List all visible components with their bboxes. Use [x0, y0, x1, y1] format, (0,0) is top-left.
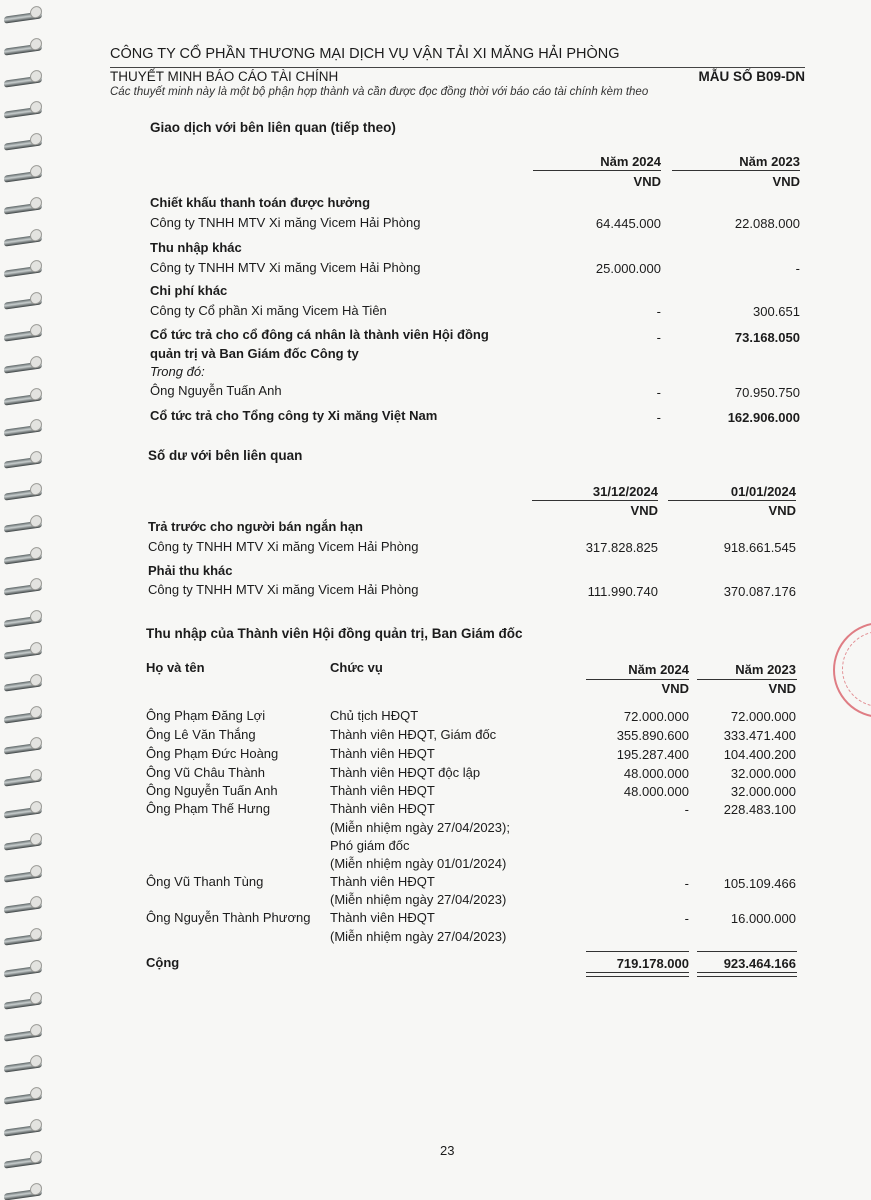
income-row-role: Chủ tịch HĐQT [330, 708, 419, 723]
transactions-row-label: Cổ tức trả cho cổ đông cá nhân là thành viên Hội đồng [150, 327, 489, 342]
income-total-rule-2 [697, 951, 797, 952]
income-row-name: Ông Lê Văn Thắng [146, 727, 256, 742]
income-row-value: 333.471.400 [723, 728, 796, 743]
income-total-double-rule-2 [697, 972, 797, 977]
income-col1-rule [586, 679, 689, 680]
transactions-row-value: - [656, 385, 661, 400]
transactions-row-label: Công ty Cổ phần Xi măng Vicem Hà Tiên [150, 303, 387, 318]
balances-col1-rule [532, 500, 658, 501]
income-row-value: 355.890.600 [616, 728, 689, 743]
page-number: 23 [440, 1143, 455, 1158]
income-row-value: 104.400.200 [723, 747, 796, 762]
income-row-name: Ông Nguyễn Thành Phương [146, 910, 311, 925]
balances-col1-unit: VND [630, 503, 658, 518]
income-row-role: Thành viên HĐQT độc lập [330, 765, 481, 780]
balances-row-label: Công ty TNHH MTV Xi măng Vicem Hải Phòng [148, 539, 419, 554]
income-row-value: 32.000.000 [730, 766, 796, 781]
balances-row-value: 111.990.740 [587, 584, 658, 599]
income-col2-unit: VND [768, 681, 796, 696]
document-title: THUYẾT MINH BÁO CÁO TÀI CHÍNH [110, 69, 339, 84]
income-row-role: (Miễn nhiệm ngày 01/01/2024) [330, 856, 507, 871]
balances-col2-unit: VND [768, 503, 796, 518]
transactions-col1-rule [533, 170, 661, 171]
income-row-role: Phó giám đốc [330, 838, 410, 853]
income-row-name: Ông Phạm Đức Hoàng [146, 746, 279, 761]
red-seal-stamp [833, 622, 871, 718]
income-row-name: Ông Phạm Đăng Lợi [146, 708, 266, 723]
transactions-row-value: 73.168.050 [734, 330, 800, 345]
income-row-value: - [684, 911, 689, 926]
transactions-row-value: 25.000.000 [595, 261, 661, 276]
transactions-row-label: Cổ tức trả cho Tổng công ty Xi măng Việt Nam [150, 408, 438, 423]
income-row-role: (Miễn nhiệm ngày 27/04/2023) [330, 929, 507, 944]
income-row-role: Thành viên HĐQT [330, 874, 435, 889]
balances-row-value: 370.087.176 [723, 584, 796, 599]
transactions-row-label: Công ty TNHH MTV Xi măng Vicem Hải Phòng [150, 215, 421, 230]
balances-title: Số dư với bên liên quan [148, 448, 303, 463]
transactions-row-label: Chi phí khác [150, 283, 228, 298]
income-row-value: 72.000.000 [730, 709, 796, 724]
transactions-row-label: quản trị và Ban Giám đốc Công ty [150, 346, 359, 361]
income-total-rule-1 [586, 951, 689, 952]
income-col1-unit: VND [661, 681, 689, 696]
income-row-role: Thành viên HĐQT [330, 801, 435, 816]
balances-row-value: 317.828.825 [585, 540, 658, 555]
transactions-row-value: 300.651 [753, 304, 800, 319]
income-title: Thu nhập của Thành viên Hội đồng quản trị, Ban Giám đốc [146, 626, 523, 641]
transactions-row-value: - [656, 330, 661, 345]
income-row-value: 32.000.000 [730, 784, 796, 799]
income-total-double-rule-1 [586, 972, 689, 977]
transactions-row-value: 64.445.000 [595, 216, 661, 231]
transactions-row-value: - [656, 410, 661, 425]
income-row-value: 105.109.466 [723, 876, 796, 891]
balances-col2-header: 01/01/2024 [730, 484, 796, 499]
transactions-row-label: Chiết khấu thanh toán được hưởng [150, 195, 371, 210]
income-row-value: 72.000.000 [623, 709, 689, 724]
header-rule [110, 67, 805, 68]
income-row-value: 228.483.100 [723, 802, 796, 817]
income-total-value: 923.464.166 [723, 956, 796, 971]
company-name: CÔNG TY CỔ PHẦN THƯƠNG MẠI DỊCH VỤ VẬN TẢI XI MĂNG HẢI PHÒNG [110, 46, 620, 62]
transactions-row-value: 162.906.000 [727, 410, 800, 425]
balances-row-label: Phải thu khác [148, 563, 233, 578]
income-row-role: Thành viên HĐQT [330, 910, 435, 925]
income-row-role: Thành viên HĐQT [330, 746, 435, 761]
transactions-row-value: - [656, 304, 661, 319]
income-row-value: 16.000.000 [730, 911, 796, 926]
income-col1-header: Năm 2024 [628, 662, 689, 677]
income-col2-rule [697, 679, 797, 680]
income-col2-header: Năm 2023 [735, 662, 796, 677]
income-row-role: (Miễn nhiệm ngày 27/04/2023) [330, 892, 507, 907]
income-row-name: Ông Phạm Thế Hưng [146, 801, 271, 816]
income-total-value: 719.178.000 [616, 956, 689, 971]
balances-row-label: Trả trước cho người bán ngắn hạn [148, 519, 363, 534]
balances-col2-rule [668, 500, 796, 501]
income-row-name: Ông Vũ Châu Thành [146, 765, 266, 780]
transactions-row-value: - [795, 261, 800, 276]
transactions-col2-rule [672, 170, 800, 171]
income-row-value: 48.000.000 [623, 766, 689, 781]
transactions-col1-header: Năm 2024 [600, 154, 661, 169]
transactions-row-value: 70.950.750 [734, 385, 800, 400]
income-row-value: - [684, 876, 689, 891]
transactions-row-label: Ông Nguyễn Tuấn Anh [150, 383, 282, 398]
income-row-value: 195.287.400 [616, 747, 689, 762]
balances-row-value: 918.661.545 [723, 540, 796, 555]
transactions-title: Giao dịch với bên liên quan (tiếp theo) [150, 120, 396, 135]
income-row-role: Thành viên HĐQT, Giám đốc [330, 727, 497, 742]
income-row-name: Ông Vũ Thanh Tùng [146, 874, 264, 889]
balances-row-label: Công ty TNHH MTV Xi măng Vicem Hải Phòng [148, 582, 419, 597]
income-row-value: - [684, 802, 689, 817]
header-note: Các thuyết minh này là một bộ phận hợp thành và cần được đọc đồng thời với báo cáo tài chính kèm theo [110, 86, 649, 98]
income-name-header: Họ và tên [146, 660, 205, 675]
income-total-label: Cộng [146, 955, 180, 970]
form-number: MẪU SỐ B09-DN [698, 69, 805, 84]
transactions-row-value: 22.088.000 [734, 216, 800, 231]
transactions-row-label: Công ty TNHH MTV Xi măng Vicem Hải Phòng [150, 260, 421, 275]
balances-col1-header: 31/12/2024 [592, 484, 658, 499]
transactions-col2-header: Năm 2023 [739, 154, 800, 169]
income-row-role: (Miễn nhiệm ngày 27/04/2023); [330, 820, 510, 835]
income-role-header: Chức vụ [330, 660, 383, 675]
transactions-row-label: Thu nhập khác [150, 240, 242, 255]
transactions-col1-unit: VND [633, 174, 661, 189]
income-row-name: Ông Nguyễn Tuấn Anh [146, 783, 278, 798]
income-row-value: 48.000.000 [623, 784, 689, 799]
income-row-role: Thành viên HĐQT [330, 783, 435, 798]
transactions-col2-unit: VND [772, 174, 800, 189]
transactions-row-label: Trong đó: [150, 364, 205, 379]
